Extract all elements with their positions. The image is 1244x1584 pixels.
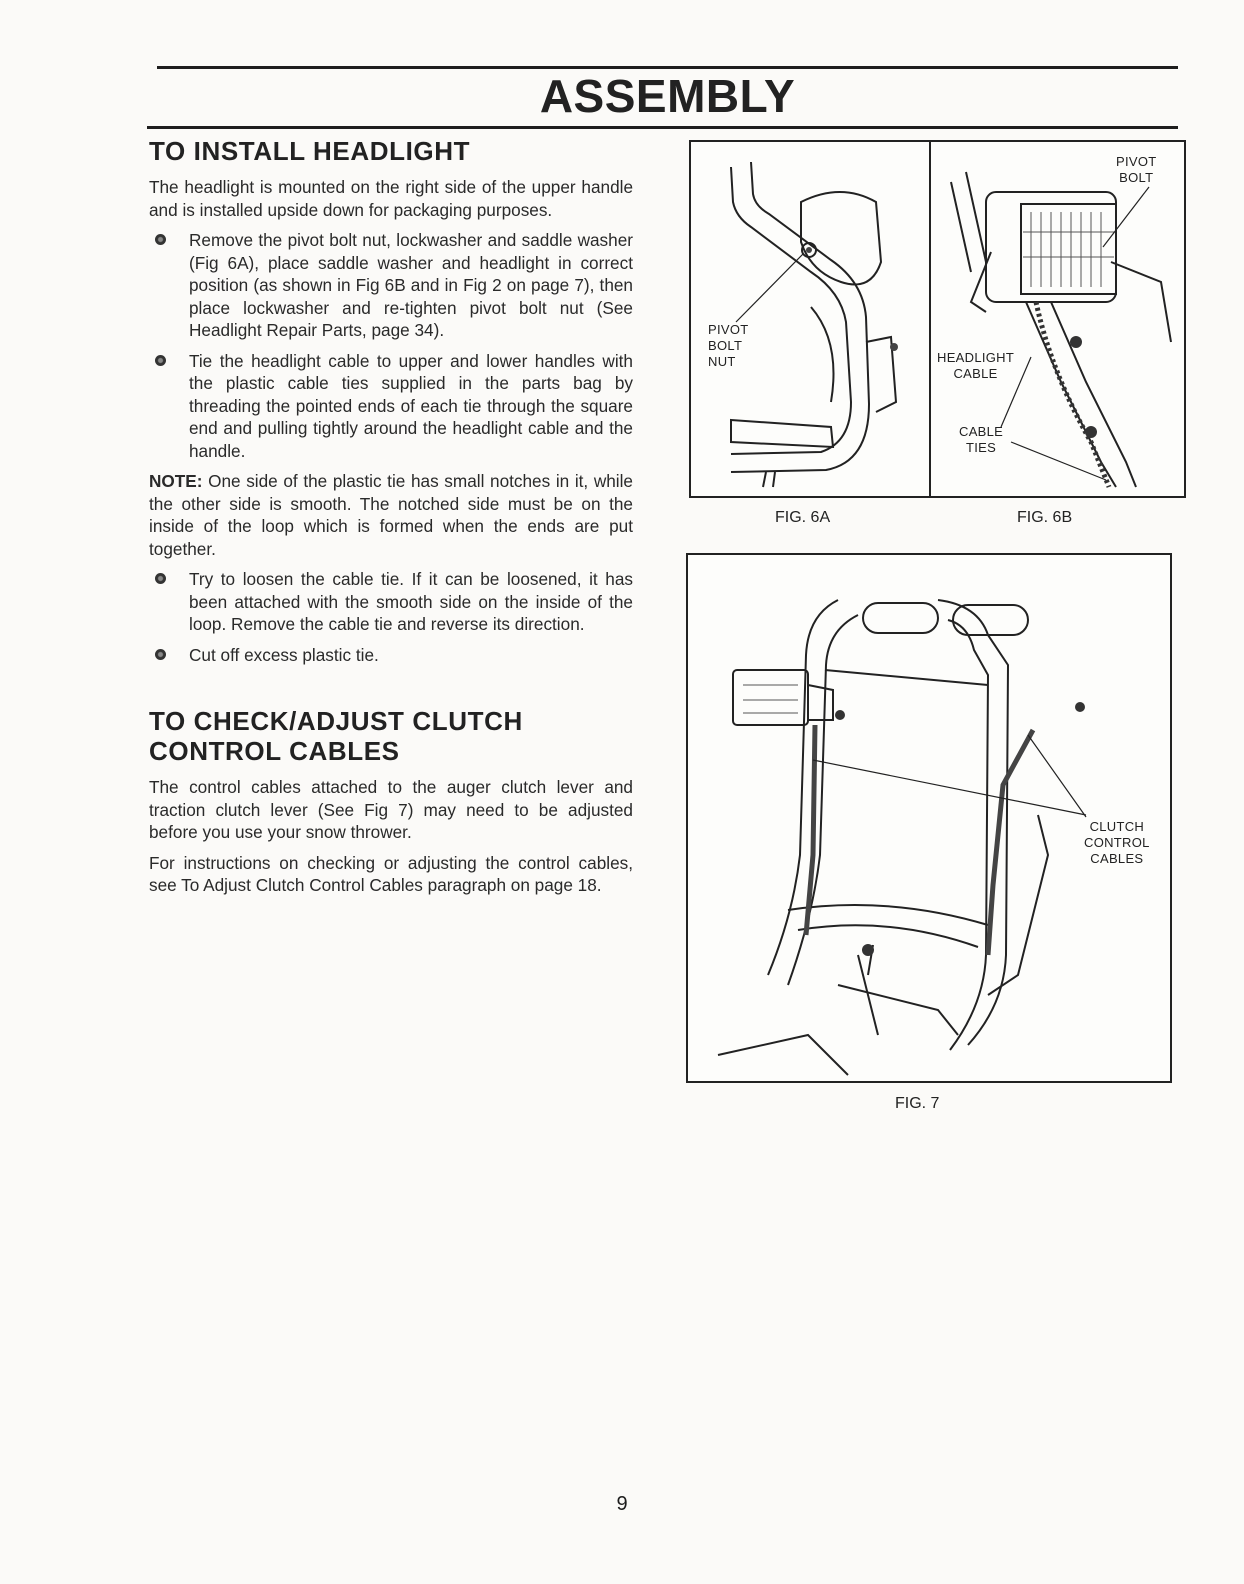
label-clutch-control-cables <box>1084 819 1150 867</box>
figure-6a <box>689 140 932 498</box>
figure-6b <box>929 140 1186 498</box>
figure-6a-drawing <box>691 142 930 496</box>
label-line: TIES <box>966 440 997 455</box>
label-line: NUT <box>708 354 736 369</box>
label-pivot-bolt-nut <box>708 322 749 370</box>
label-cable-ties <box>959 424 1003 456</box>
bullet-item <box>149 644 633 667</box>
caption-fig-6b: FIG. 6B <box>1017 509 1073 526</box>
label-line: CONTROL <box>1084 835 1150 850</box>
bullet-icon <box>155 355 166 366</box>
note-label: NOTE: <box>149 471 203 491</box>
clutch-paragraph-1: The control cables attached to the auger clutch lever and traction clutch lever (See Fig 7) may need to be adjusted before you use your snow thrower. <box>149 777 633 842</box>
label-line: CABLE <box>953 366 998 381</box>
note-paragraph <box>149 470 633 560</box>
section-heading-clutch-line2: CONTROL CABLES <box>149 736 400 766</box>
label-line: CABLE <box>959 424 1004 439</box>
section-heading-headlight: TO INSTALL HEADLIGHT <box>149 136 471 166</box>
bullet-icon <box>155 573 166 584</box>
label-line: CABLES <box>1090 851 1144 866</box>
text-column <box>149 136 633 897</box>
header-rule-bottom <box>147 126 1178 129</box>
label-pivot-bolt <box>1116 154 1157 186</box>
bullet-item <box>149 350 633 463</box>
bullet-item <box>149 229 633 342</box>
label-line: PIVOT <box>708 322 749 337</box>
page-number: 9 <box>616 1493 628 1515</box>
label-line: BOLT <box>708 338 743 353</box>
page-title: ASSEMBLY <box>539 70 796 122</box>
clutch-paragraph-2: For instructions on checking or adjusting the control cables, see To Adjust Clutch Control Cables paragraph on page 18. <box>149 852 633 895</box>
bullet-text: Tie the headlight cable to upper and lower handles with the plastic cable ties supplied in the parts bag by threading the pointed ends of each tie through the square end and pulling tightly around the headlight cable and the handle. <box>189 350 633 461</box>
label-line: HEADLIGHT <box>937 350 1015 365</box>
bullet-text: Remove the pivot bolt nut, lockwasher and saddle washer (Fig 6A), place saddle washer and headlight in correct position (as shown in Fig 6B and in Fig 2 on page 7), then place lockwasher and re-tighten pivot bolt nut (See Headlight Repair Parts, page 34). <box>189 230 633 340</box>
figure-7-drawing <box>688 555 1170 1081</box>
label-line: PIVOT <box>1116 154 1157 169</box>
figure-7 <box>686 553 1172 1083</box>
headlight-intro: The headlight is mounted on the right side of the upper handle and is installed upside down for packaging purposes. <box>149 177 633 220</box>
label-line: BOLT <box>1119 170 1154 185</box>
label-line: CLUTCH <box>1089 819 1145 834</box>
bullet-icon <box>155 234 166 245</box>
caption-fig-7: FIG. 7 <box>895 1095 940 1112</box>
bullet-icon <box>155 649 166 660</box>
bullet-text: Cut off excess plastic tie. <box>189 644 379 665</box>
section-heading-clutch-line1: TO CHECK/ADJUST CLUTCH <box>149 706 523 736</box>
note-text: One side of the plastic tie has small notches in it, while the other side is smooth. The notched side must be on the inside of the loop which is formed when the ends are put together. <box>149 471 633 559</box>
caption-fig-6a: FIG. 6A <box>775 509 831 526</box>
label-headlight-cable <box>937 350 1014 382</box>
bullet-text: Try to loosen the cable tie. If it can be loosened, it has been attached with the smooth side on the inside of the loop. Remove the cable tie and reverse its direction. <box>189 569 633 634</box>
bullet-item <box>149 568 633 636</box>
